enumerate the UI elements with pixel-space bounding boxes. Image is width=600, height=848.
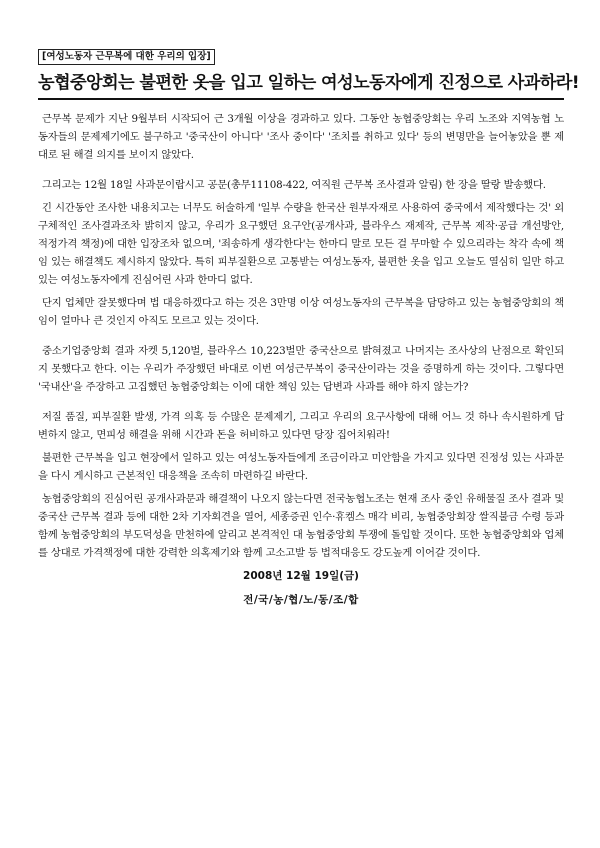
signature: 전/국/농/협/노/동/조/합 [243,594,359,606]
paragraph-gap [38,401,564,408]
headline-rule [38,98,564,100]
paragraph-8: 농협중앙회의 진심어린 공개사과문과 해결책이 나오지 않는다면 전국농협노조는 현재 조사 중인 유해물질 조사 결과 및 중국산 근무복 결과 등에 대한 2차 기자회견을 열어, 세종증권 인수·휴켐스 매각 비리, 농협중앙회장 쌀직불금 수령 등과 함께 농협중앙회의 부도덕성을 만천하에 알리고 본격적인 대 농협중앙회 투쟁에 돌입할 것이다. 또한 농협중앙회와 업체를 상대로 가격책정에 대한 강력한 의혹제기와 함께 고소고발 등 법적대응도 강도높게 이어갈 것이다. [38,493,564,559]
paragraph-5: 중소기업중앙회 결과 자켓 5,120벌, 블라우스 10,223벌만 중국산으로 밝혀졌고 나머지는 조사상의 난점으로 확인되지 못했다고 한다. 이는 우리가 주장했던 바대로 이번 여성근무복이 중국산이라는 것을 증명하게 하는 것이다. 그렇다면 '국내산'을 주장하고 고집했던 농협중앙회는 이에 대한 책임 있는 답변과 사과를 해야 하지 않는가? [38,345,564,393]
statement-tag: [여성노동자 근무복에 대한 우리의 입장] [38,49,215,65]
paragraph-gap [38,169,564,176]
paragraph-4: 단지 업체만 잘못했다며 법 대응하겠다고 하는 것은 3만명 이상 여성노동자의 근무복을 담당하고 있는 농협중앙회의 책임이 얼마나 큰 것인지 아직도 모르고 있는 것이다. [38,297,564,327]
paragraph-gap [38,335,564,342]
paragraph-2: 그리고는 12월 18일 사과문이랍시고 공문(총무11108-422, 여직원 근무복 조사결과 알림) 한 장을 딸랑 발송했다. [42,179,546,191]
paragraph-3: 긴 시간동안 조사한 내용치고는 너무도 허술하게 '일부 수량을 한국산 원부자재로 사용하여 중국에서 제작했다는 것' 외 구체적인 조사결과조차 밝히지 않고, 우리가 요구했던 요구안(공개사과, 블라우스 재제작, 근무복 제작·공급 개선방안, 적정가격 책정)에 대한 입장조차 없으며, '죄송하게 생각한다'는 한마디 말로 모든 걸 무마할 수 있으리라는 착각 속에 책임 있는 해결책도 제시하지 않았다. 특히 피부질환으로 고통받는 여성노동자, 불편한 옷을 입고 오늘도 열심히 일만 하고 있는 여성노동자에게 진심어린 사과 한마디 없다. [38,202,564,286]
paragraph-1: 근무복 문제가 지난 9월부터 시작되어 근 3개월 이상을 경과하고 있다. 그동안 농협중앙회는 우리 노조와 지역농협 노동자들의 문제제기에도 불구하고 '중국산이 아니다' '조사 중이다' '조치를 취하고 있다' 등의 변명만을 늘어놓았을 뿐 제대로 된 해결 의지를 보이지 않았다. [38,113,564,161]
statement-page [38,44,580,608]
headline: 농협중앙회는 불편한 옷을 입고 일하는 여성노동자에게 진정으로 사과하라! [38,73,580,93]
paragraph-6: 저질 품질, 피부질환 발생, 가격 의혹 등 수많은 문제제기, 그리고 우리의 요구사항에 대해 어느 것 하나 속시원하게 답변하지 않고, 면피성 해결을 위해 시간과 돈을 허비하고 있다면 당장 집어치워라! [38,411,564,441]
paragraph-7: 불편한 근무복을 입고 현장에서 일하고 있는 여성노동자들에게 조금이라고 미안함을 가지고 있다면 진정성 있는 사과문을 다시 게시하고 근본적인 대응책을 조속히 마련하길 바란다. [38,452,564,482]
statement-date: 2008년 12월 19일(금) [243,570,359,582]
